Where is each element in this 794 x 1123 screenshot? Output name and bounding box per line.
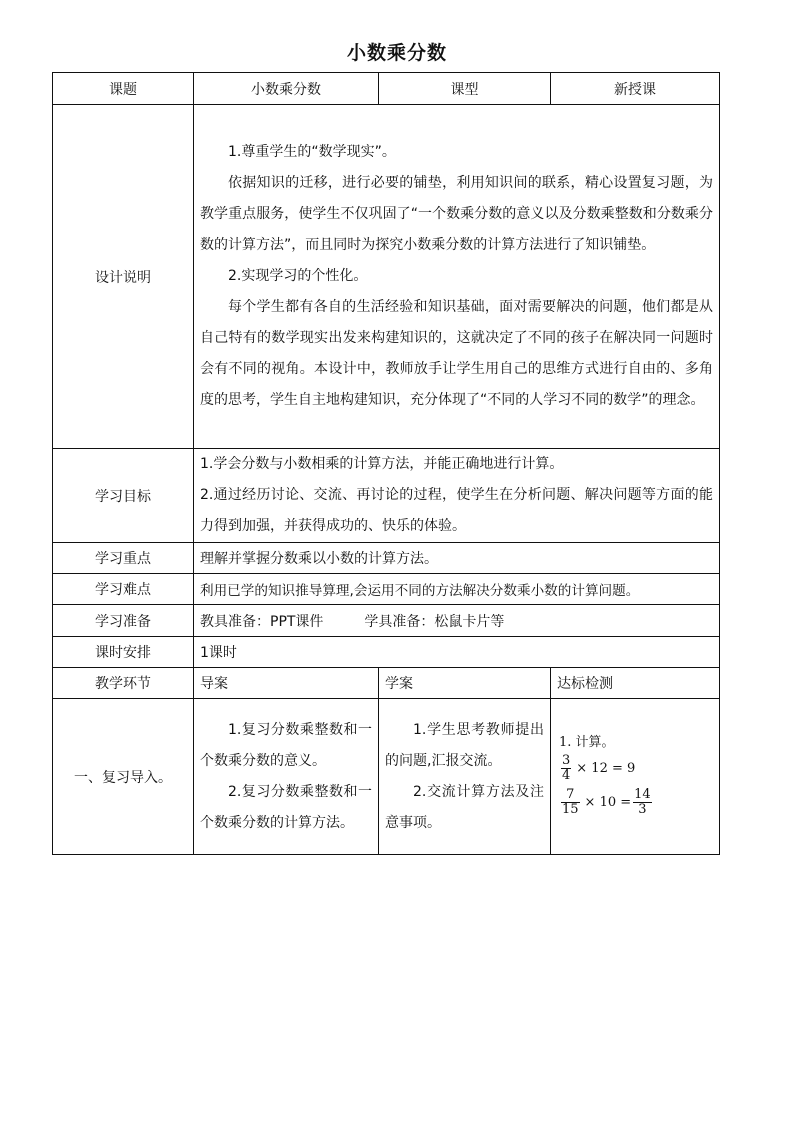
goals-label: 学习目标	[53, 449, 194, 543]
column-check: 达标检测	[551, 668, 720, 699]
key-point-label: 学习重点	[53, 543, 194, 574]
design-paragraph: 每个学生都有各自的生活经验和知识基础，面对需要解决的问题，他们都是从自己特有的数学现实出发来构建知识的，这就决定了不同的孩子在解决同一问题时会有不同的视角。本设计中，教师放手让学生用自己的思维方式进行自由的、多角度的思考，学生自主地构建知识，充分体现了“不同的人学习不同的数学”的理念。	[200, 299, 713, 408]
design-content	[194, 105, 720, 449]
preparation-label: 学习准备	[53, 605, 194, 637]
design-paragraph: 依据知识的迁移，进行必要的铺垫，利用知识间的联系，精心设置复习题，为教学重点服务，使学生不仅巩固了“一个数乘分数的意义以及分数乘整数和分数乘分数的计算方法”，而且同时为探究小数乘分数的计算方法进行了知识铺垫。	[200, 175, 713, 253]
equation-rest: × 12 = 9	[576, 761, 636, 776]
schedule-label: 课时安排	[53, 637, 194, 668]
guide-item: 1.复习分数乘整数和一个数乘分数的意义。	[200, 721, 372, 769]
schedule-row	[53, 637, 720, 668]
difficulty-label: 学习难点	[53, 574, 194, 605]
goals-row	[53, 449, 720, 543]
column-stage: 教学环节	[53, 668, 194, 699]
key-point-value: 理解并掌握分数乘以小数的计算方法。	[194, 543, 720, 574]
goal-item: 2.通过经历讨论、交流、再讨论的过程，使学生在分析问题、解决问题等方面的能力得到加强，并获得成功的、快乐的体验。	[200, 487, 713, 534]
equation-rest: × 10 =	[584, 795, 632, 810]
stage1-label: 一、复习导入。	[53, 699, 194, 855]
design-paragraph: 1.尊重学生的“数学现实”。	[228, 144, 396, 160]
check-equation-2	[559, 786, 711, 820]
teacher-preparation: 教具准备：PPT课件	[200, 613, 324, 630]
schedule-value: 1课时	[194, 637, 720, 668]
header-row	[53, 73, 720, 105]
design-label: 设计说明	[53, 105, 194, 449]
preparation-content	[194, 605, 720, 637]
result-fraction: $\frac{14}{3}$	[634, 787, 651, 817]
design-paragraph: 2.实现学习的个性化。	[228, 268, 368, 284]
topic-label: 课题	[53, 73, 194, 105]
design-row	[53, 105, 720, 449]
column-study: 学案	[379, 668, 551, 699]
lesson-plan-table	[52, 72, 720, 855]
type-value: 新授课	[551, 73, 720, 105]
study-item: 2.交流计算方法及注意事项。	[385, 783, 544, 831]
type-label: 课型	[379, 73, 551, 105]
topic-value: 小数乘分数	[194, 73, 379, 105]
stage1-study	[379, 699, 551, 855]
student-preparation: 学具准备：松鼠卡片等	[364, 613, 505, 630]
key-point-row	[53, 543, 720, 574]
goals-content	[194, 449, 720, 543]
difficulty-value: 利用已学的知识推导算理,会运用不同的方法解决分数乘小数的计算问题。	[194, 574, 720, 605]
goal-item: 1.学会分数与小数相乘的计算方法，并能正确地进行计算。	[200, 456, 564, 472]
guide-item: 2.复习分数乘整数和一个数乘分数的计算方法。	[200, 783, 372, 831]
difficulty-row	[53, 574, 720, 605]
check-heading: 1. 计算。	[559, 734, 615, 750]
columns-header-row	[53, 668, 720, 699]
study-item: 1.学生思考教师提出的问题,汇报交流。	[385, 721, 544, 769]
preparation-row	[53, 605, 720, 637]
stage1-row	[53, 699, 720, 855]
fraction: $\frac{3}{4}$	[562, 753, 571, 783]
stage1-check	[551, 699, 720, 855]
page-title: 小数乘分数	[346, 42, 447, 64]
fraction: $\frac{7}{15}$	[562, 787, 579, 817]
column-guide: 导案	[194, 668, 379, 699]
stage1-guide	[194, 699, 379, 855]
check-equation-1	[559, 752, 711, 786]
